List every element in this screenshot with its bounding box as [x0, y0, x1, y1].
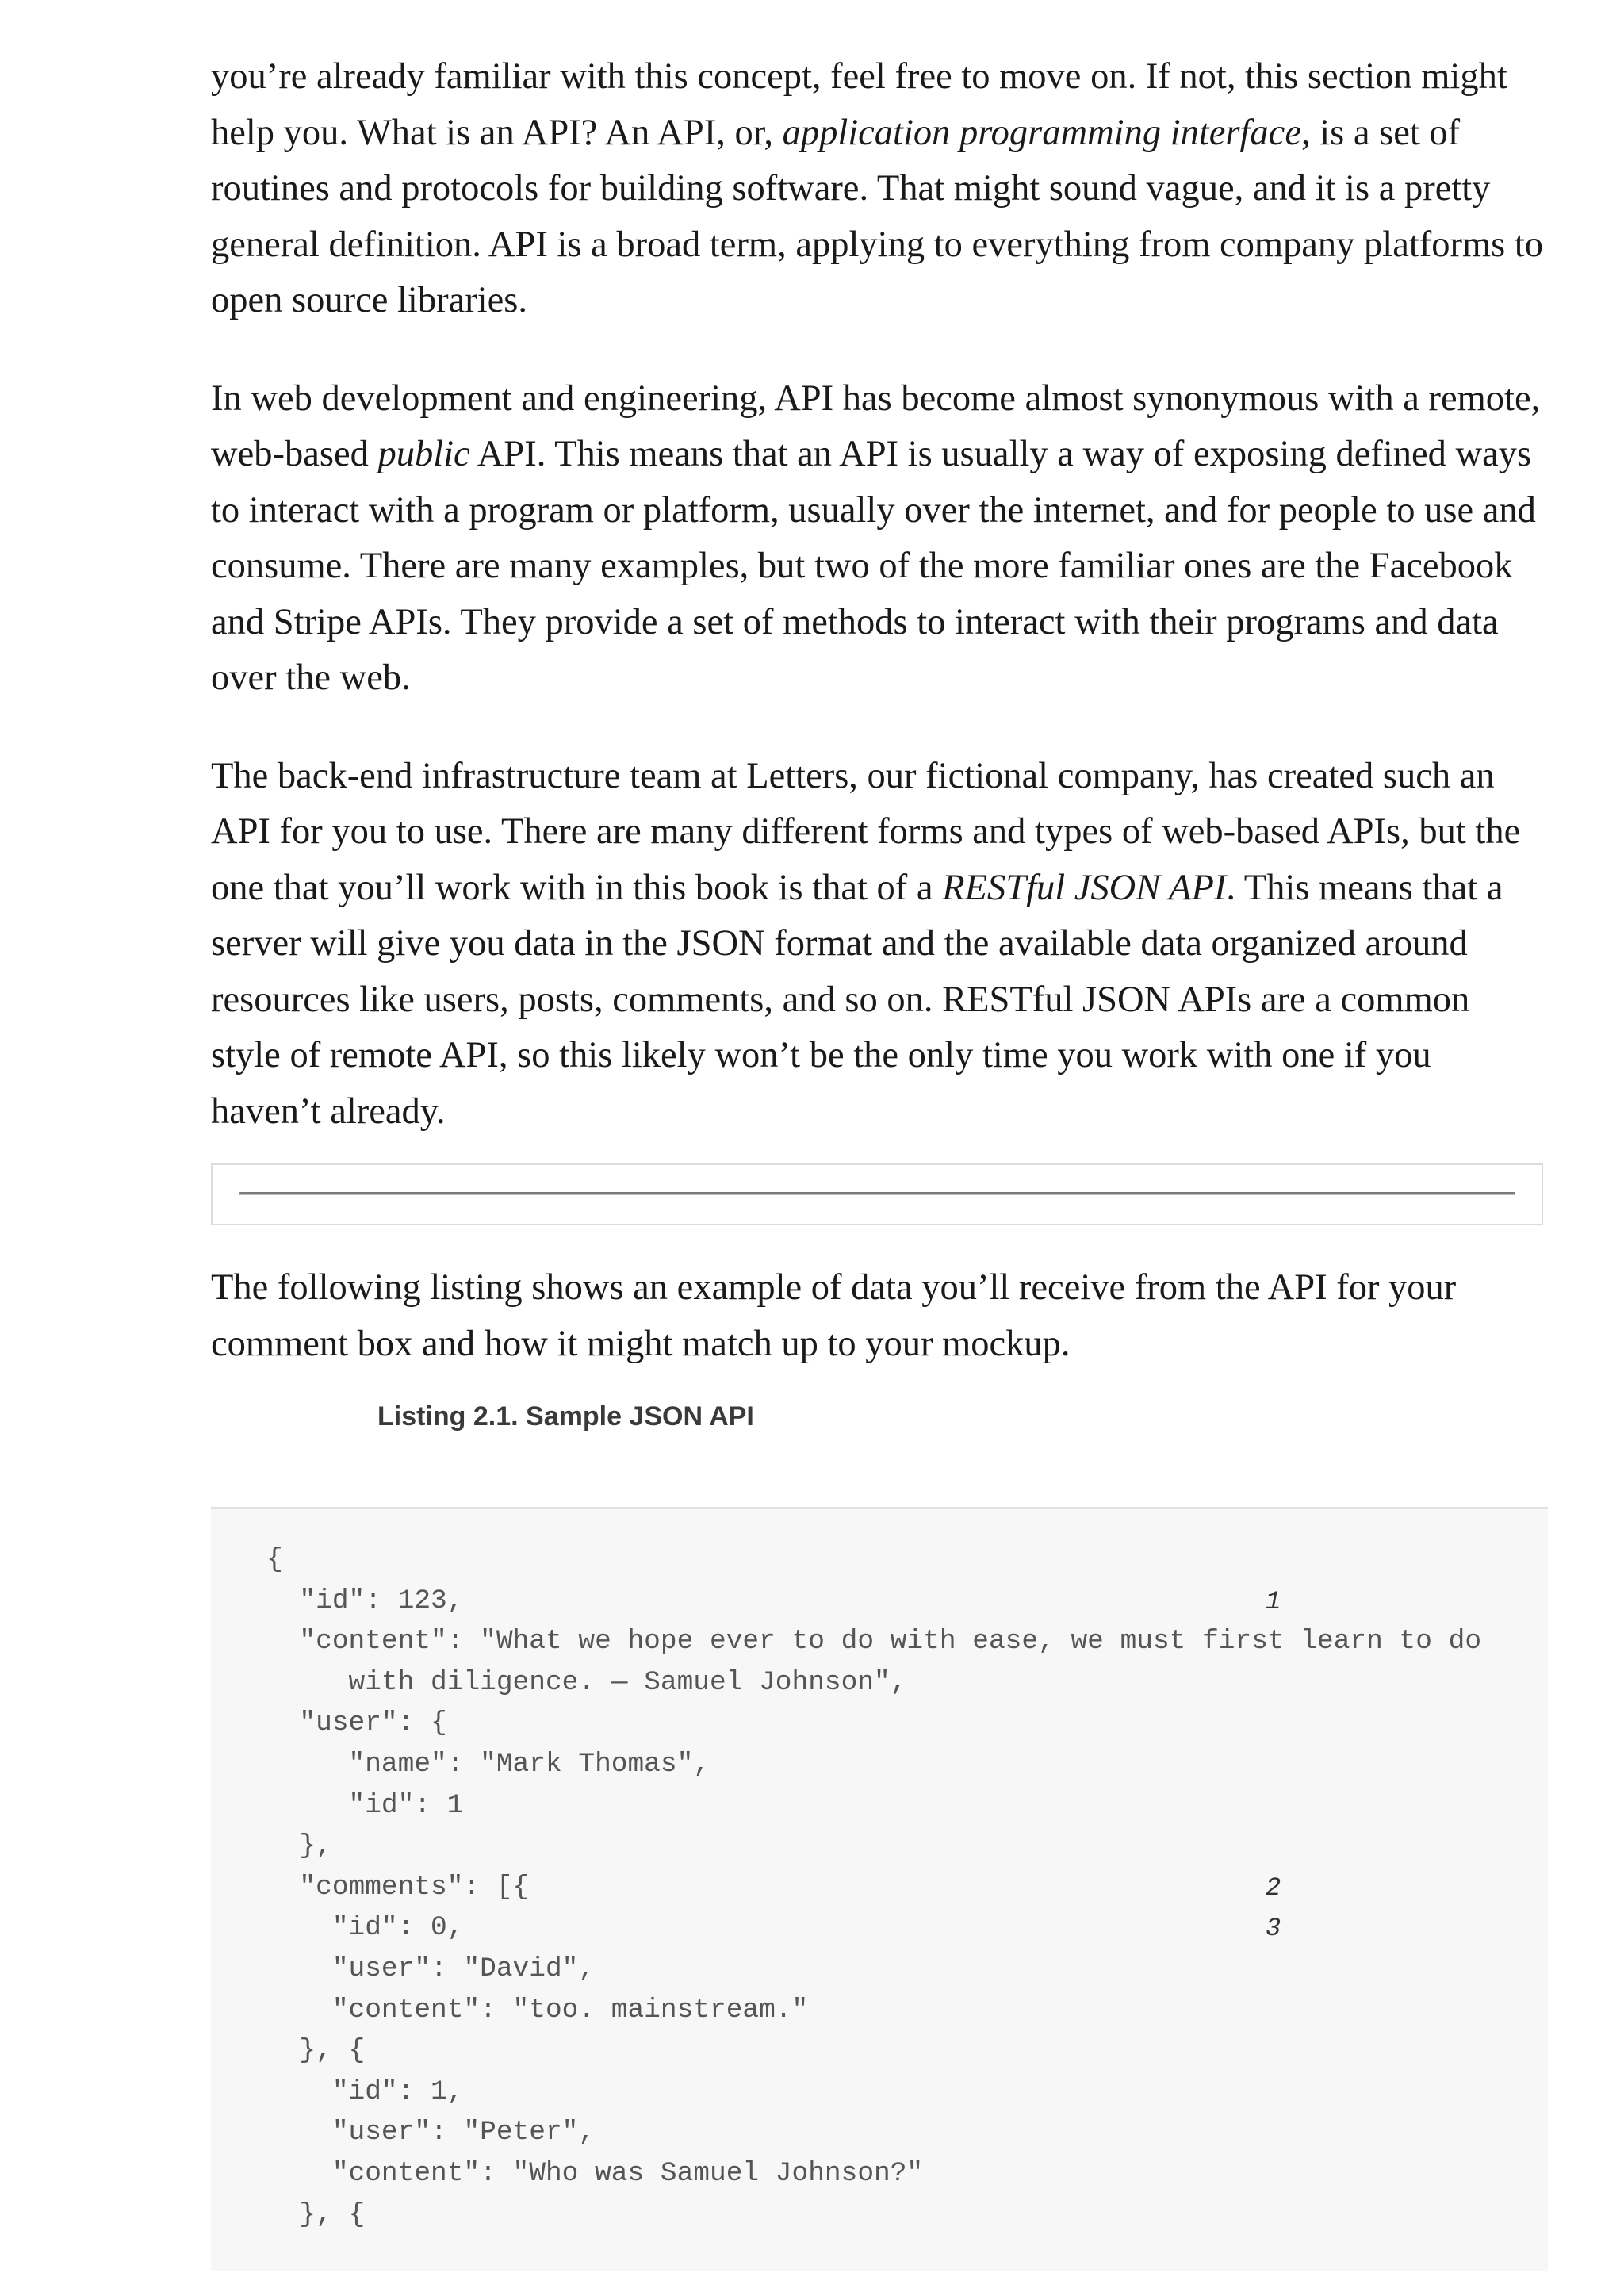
paragraph-text: , is a set of routines and protocols for building software. That might sound vague, and it is a pretty general definition. API is a broad term, applying to everything from company platforms to open source libraries.: [211, 112, 1544, 320]
code-line: "user": {: [266, 1708, 447, 1739]
listing-intro-paragraph: The following listing shows an example of data you’ll receive from the API for your comment box and how it might match up to your mockup.: [211, 1267, 1457, 1364]
code-line: }, {: [266, 2035, 366, 2067]
code-text: [266, 1539, 1481, 2235]
code-line: },: [266, 1830, 332, 1862]
code-annotation-marker: 2: [1266, 1872, 1281, 1903]
code-line: "id": 1: [266, 1789, 464, 1821]
code-line: }, {: [266, 2198, 366, 2230]
code-line: "user": "Peter",: [266, 2117, 596, 2148]
figure-placeholder: [211, 1163, 1543, 1225]
code-line: "content": "Who was Samuel Johnson?": [266, 2157, 924, 2189]
paragraph-text: API. This means that an API is usually a way of exposing defined ways to interact with a program or platform, usually over the internet, and for people to use and consume. There are many examples, but two of the more familiar ones are the Facebook and Stripe APIs. They provide a set of methods to interact with their programs and data over the web.: [211, 434, 1536, 698]
article-body: [211, 49, 1548, 1432]
emphasized-text: application programming interface: [782, 112, 1301, 153]
code-annotation-marker: 3: [1266, 1914, 1281, 1944]
paragraph-text: The back-end infrastructure team at Letters, our fictional company, has created such an API for you to use. There are many different forms and types of web-based APIs, but the one that you’ll work with in this book is that of a: [211, 755, 1521, 908]
code-annotation-marker: 1: [1266, 1586, 1281, 1616]
paragraph-text: . This means that a server will give you data in the JSON format and the available data organized around resources like users, posts, comments, and so on. RESTful JSON APIs are a common style of remote API, so this likely won’t be the only time you work with one if you haven’t already.: [211, 867, 1503, 1132]
code-line: "id": 123,: [266, 1585, 464, 1616]
paragraph: [211, 49, 1548, 329]
emphasized-text: RESTful JSON API: [942, 867, 1227, 908]
emphasized-text: public: [377, 434, 470, 474]
paragraph: [211, 749, 1548, 1140]
code-line: "content": "What we hope ever to do with ease, we must first learn to do: [266, 1626, 1482, 1658]
code-line: "name": "Mark Thomas",: [266, 1748, 710, 1780]
paragraph-text: In web development and engineering, API has become almost synonymous with a remote, web-based: [211, 378, 1541, 474]
paragraph: [211, 371, 1548, 707]
code-line: with diligence. — Samuel Johnson",: [266, 1666, 907, 1698]
listing-caption: Listing 2.1. Sample JSON API: [377, 1401, 754, 1432]
code-listing: [211, 1507, 1548, 2271]
figure-rule: [239, 1192, 1515, 1195]
code-line: "user": "David",: [266, 1953, 596, 1984]
code-line: {: [266, 1544, 283, 1575]
code-line: "id": 1,: [266, 2076, 464, 2107]
code-line: "content": "too. mainstream.": [266, 1994, 809, 2026]
paragraph-text: you’re already familiar with this concept, feel free to move on. If not, this section might help you. What is an API? An API, or,: [211, 56, 1507, 153]
code-line: "comments": [{: [266, 1871, 530, 1903]
code-line: "id": 0,: [266, 1912, 464, 1944]
